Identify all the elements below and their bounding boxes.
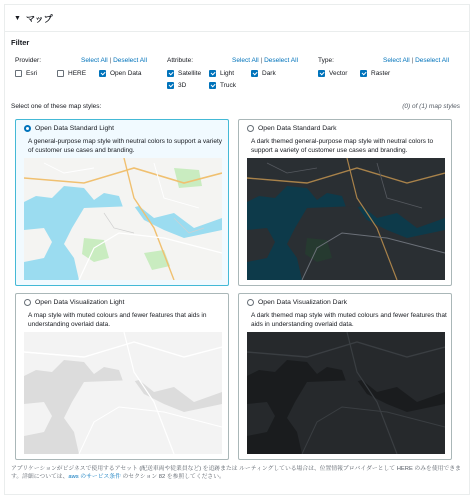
footer-text: アプリケーションがビジネスで使用するアセット (配送車両や従業員など) を追跡または ルーティングしている場合は、位置情報プロバイダーとして HERE のみを使用できます。詳細については、 <box>11 466 461 480</box>
card-title[interactable] <box>247 125 337 132</box>
checkbox-satellite[interactable] <box>167 70 201 77</box>
checkbox-label: HERE <box>68 70 87 77</box>
map-style-card-visualization-light[interactable] <box>15 293 229 460</box>
checkbox-box[interactable] <box>99 70 106 77</box>
footer-text-end: のセクション 82 を参照してください。 <box>120 474 225 480</box>
checkbox-box[interactable] <box>15 70 22 77</box>
checkbox-dark[interactable] <box>251 70 276 77</box>
radio-button[interactable] <box>247 299 254 306</box>
section-title: マップ <box>25 13 53 24</box>
type-select-all-link[interactable]: Select All <box>383 57 410 64</box>
styles-prompt: Select one of these map styles: <box>11 103 102 110</box>
checkbox-box[interactable] <box>167 70 174 77</box>
map-style-card-standard-light[interactable] <box>15 119 229 286</box>
provider-select-all-link[interactable]: Select All <box>81 57 108 64</box>
checkbox-truck[interactable] <box>209 82 236 89</box>
section-header[interactable] <box>5 5 469 32</box>
footer-note <box>11 465 463 481</box>
radio-button[interactable] <box>24 125 31 132</box>
checkbox-label: Raster <box>371 70 391 77</box>
card-description: A map style with muted colours and fewer features that aids in understanding overlaid data. <box>28 312 207 328</box>
attribute-select-all-link[interactable]: Select All <box>232 57 259 64</box>
checkbox-box[interactable] <box>209 70 216 77</box>
attribute-label: Attribute: <box>167 57 194 64</box>
checkbox-label: Vector <box>329 70 348 77</box>
map-preview-visualization-dark <box>247 332 445 454</box>
checkbox-box[interactable] <box>318 70 325 77</box>
card-title[interactable] <box>24 125 114 132</box>
map-preview-standard-light <box>24 158 222 280</box>
checkbox-raster[interactable] <box>360 70 390 77</box>
checkbox-box[interactable] <box>167 82 174 89</box>
checkbox-label: Esri <box>26 70 38 77</box>
type-deselect-all-link[interactable]: Deselect All <box>415 57 450 64</box>
attribute-deselect-all-link[interactable]: Deselect All <box>264 57 299 64</box>
checkbox-light[interactable] <box>209 70 234 77</box>
card-title[interactable] <box>247 299 347 306</box>
checkbox-box[interactable] <box>57 70 64 77</box>
map-style-card-visualization-dark[interactable] <box>238 293 452 460</box>
radio-button[interactable] <box>24 299 31 306</box>
checkbox-here[interactable] <box>57 70 86 77</box>
card-description: A dark themed map style with muted colours and fewer features that aids in understanding overlaid data. <box>251 312 447 328</box>
card-title[interactable] <box>24 299 124 306</box>
provider-select-links: Select All | Deselect All <box>81 57 148 64</box>
provider-label: Provider: <box>15 57 42 64</box>
checkbox-box[interactable] <box>209 82 216 89</box>
radio-button[interactable] <box>247 125 254 132</box>
checkbox-label: Satellite <box>178 70 202 77</box>
checkbox-box[interactable] <box>251 70 258 77</box>
card-title-label: Open Data Visualization Dark <box>258 299 348 306</box>
checkbox-vector[interactable] <box>318 70 347 77</box>
card-description: A general-purpose map style with neutral colors to support a variety of customer use cases and branding. <box>28 138 223 154</box>
map-preview-visualization-light <box>24 332 222 454</box>
terms-link[interactable]: aws のサービス条件 <box>68 474 121 480</box>
checkbox-label: Light <box>220 70 235 77</box>
card-description: A dark themed general-purpose map style with neutral colors to support a variety of customer use cases and branding. <box>251 138 434 154</box>
type-label: Type: <box>318 57 334 64</box>
checkbox-3d[interactable] <box>167 82 186 89</box>
checkbox-label: Dark <box>262 70 276 77</box>
card-title-label: Open Data Standard Light <box>35 125 114 132</box>
type-select-links: Select All | Deselect All <box>383 57 450 64</box>
checkbox-label: Open Data <box>110 70 142 77</box>
map-preview-standard-dark <box>247 158 445 280</box>
card-title-label: Open Data Standard Dark <box>258 125 337 132</box>
checkbox-box[interactable] <box>360 70 367 77</box>
card-title-label: Open Data Visualization Light <box>35 299 125 306</box>
caret-down-icon[interactable]: ▼ <box>14 14 21 22</box>
filter-title: Filter <box>11 38 30 47</box>
map-style-card-standard-dark[interactable] <box>238 119 452 286</box>
styles-count: (0) of (1) map styles <box>402 103 460 110</box>
checkbox-label: 3D <box>178 82 187 89</box>
checkbox-label: Truck <box>220 82 237 89</box>
attribute-select-links: Select All | Deselect All <box>232 57 299 64</box>
provider-deselect-all-link[interactable]: Deselect All <box>113 57 148 64</box>
checkbox-open-data[interactable] <box>99 70 141 77</box>
checkbox-esri[interactable] <box>15 70 37 77</box>
